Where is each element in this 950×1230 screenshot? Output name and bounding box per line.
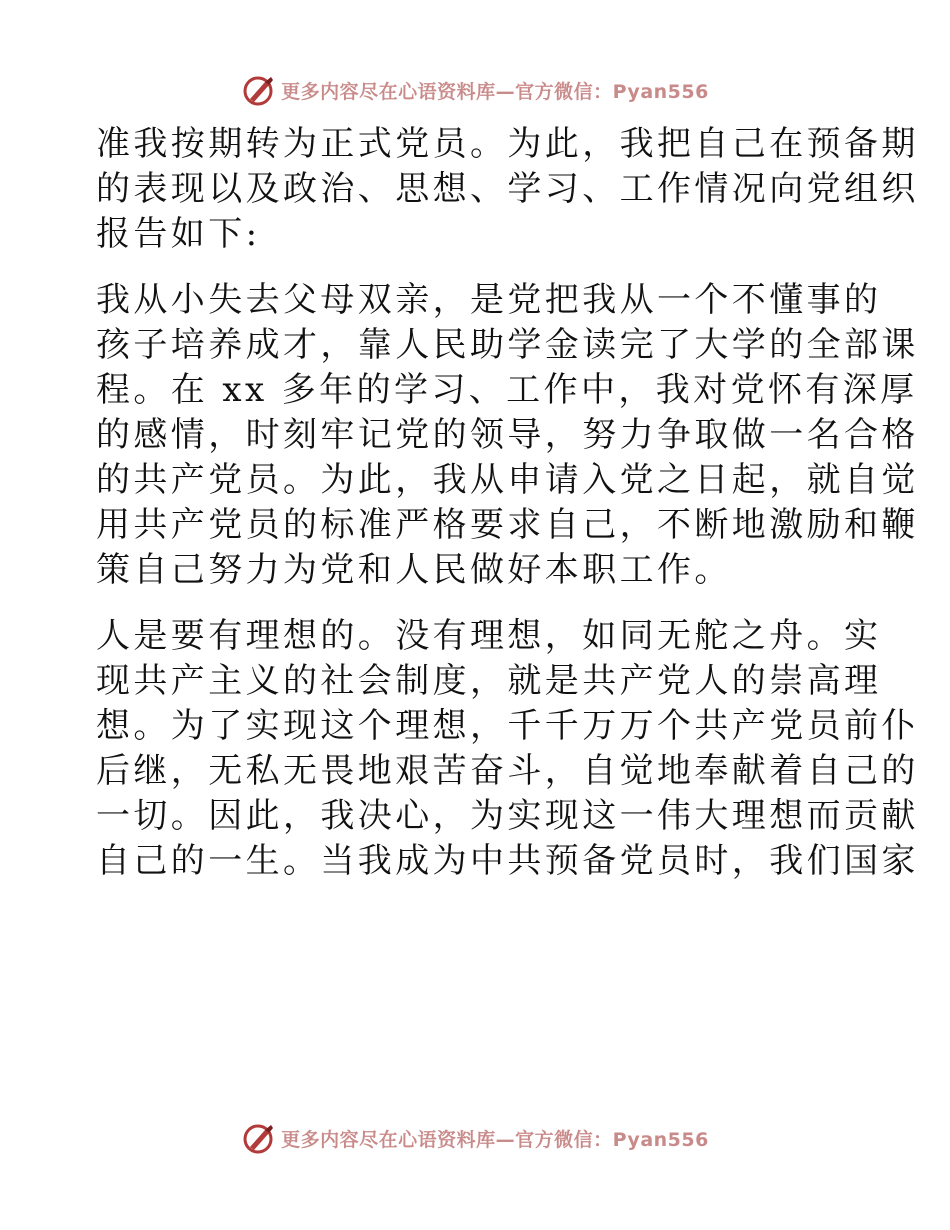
watermark-text: 更多内容尽在心语资料库—官方微信：Pyan556	[281, 80, 709, 103]
text-line: 策自己努力为党和人民做好本职工作。	[96, 550, 732, 590]
footer-watermark	[0, 1118, 950, 1158]
paragraph-1	[96, 122, 919, 257]
paragraph-3	[96, 614, 919, 884]
watermark-text: 更多内容尽在心语资料库—官方微信：Pyan556	[281, 1128, 709, 1151]
document-body	[96, 122, 919, 884]
text-line: 想。为了实现这个理想，千千万万个共产党员前仆	[96, 706, 919, 746]
text-line: 后继，无私无畏地艰苦奋斗，自觉地奉献着自己的	[96, 751, 919, 791]
text-line: 程。在 xx 多年的学习、工作中，我对党怀有深厚	[96, 370, 918, 410]
pen-logo-icon	[241, 73, 275, 107]
paragraph-2	[96, 278, 919, 593]
text-line: 我从小失去父母双亲，是党把我从一个不懂事的	[96, 280, 882, 320]
text-line: 的感情，时刻牢记党的领导，努力争取做一名合格	[96, 415, 919, 455]
text-line: 孩子培养成才，靠人民助学金读完了大学的全部课	[96, 325, 919, 365]
text-line: 准我按期转为正式党员。为此，我把自己在预备期	[96, 124, 919, 164]
text-line: 自己的一生。当我成为中共预备党员时，我们国家	[96, 841, 919, 881]
text-line: 用共产党员的标准严格要求自己，不断地激励和鞭	[96, 505, 919, 545]
text-line: 现共产主义的社会制度，就是共产党人的崇高理	[96, 661, 882, 701]
text-line: 的表现以及政治、思想、学习、工作情况向党组织	[96, 169, 919, 209]
text-line: 人是要有理想的。没有理想，如同无舵之舟。实	[96, 616, 882, 656]
pen-logo-icon	[241, 1121, 275, 1155]
text-line: 报告如下:	[96, 214, 261, 254]
text-line: 一切。因此，我决心，为实现这一伟大理想而贡献	[96, 796, 919, 836]
text-line: 的共产党员。为此，我从申请入党之日起，就自觉	[96, 460, 919, 500]
header-watermark	[0, 70, 950, 110]
